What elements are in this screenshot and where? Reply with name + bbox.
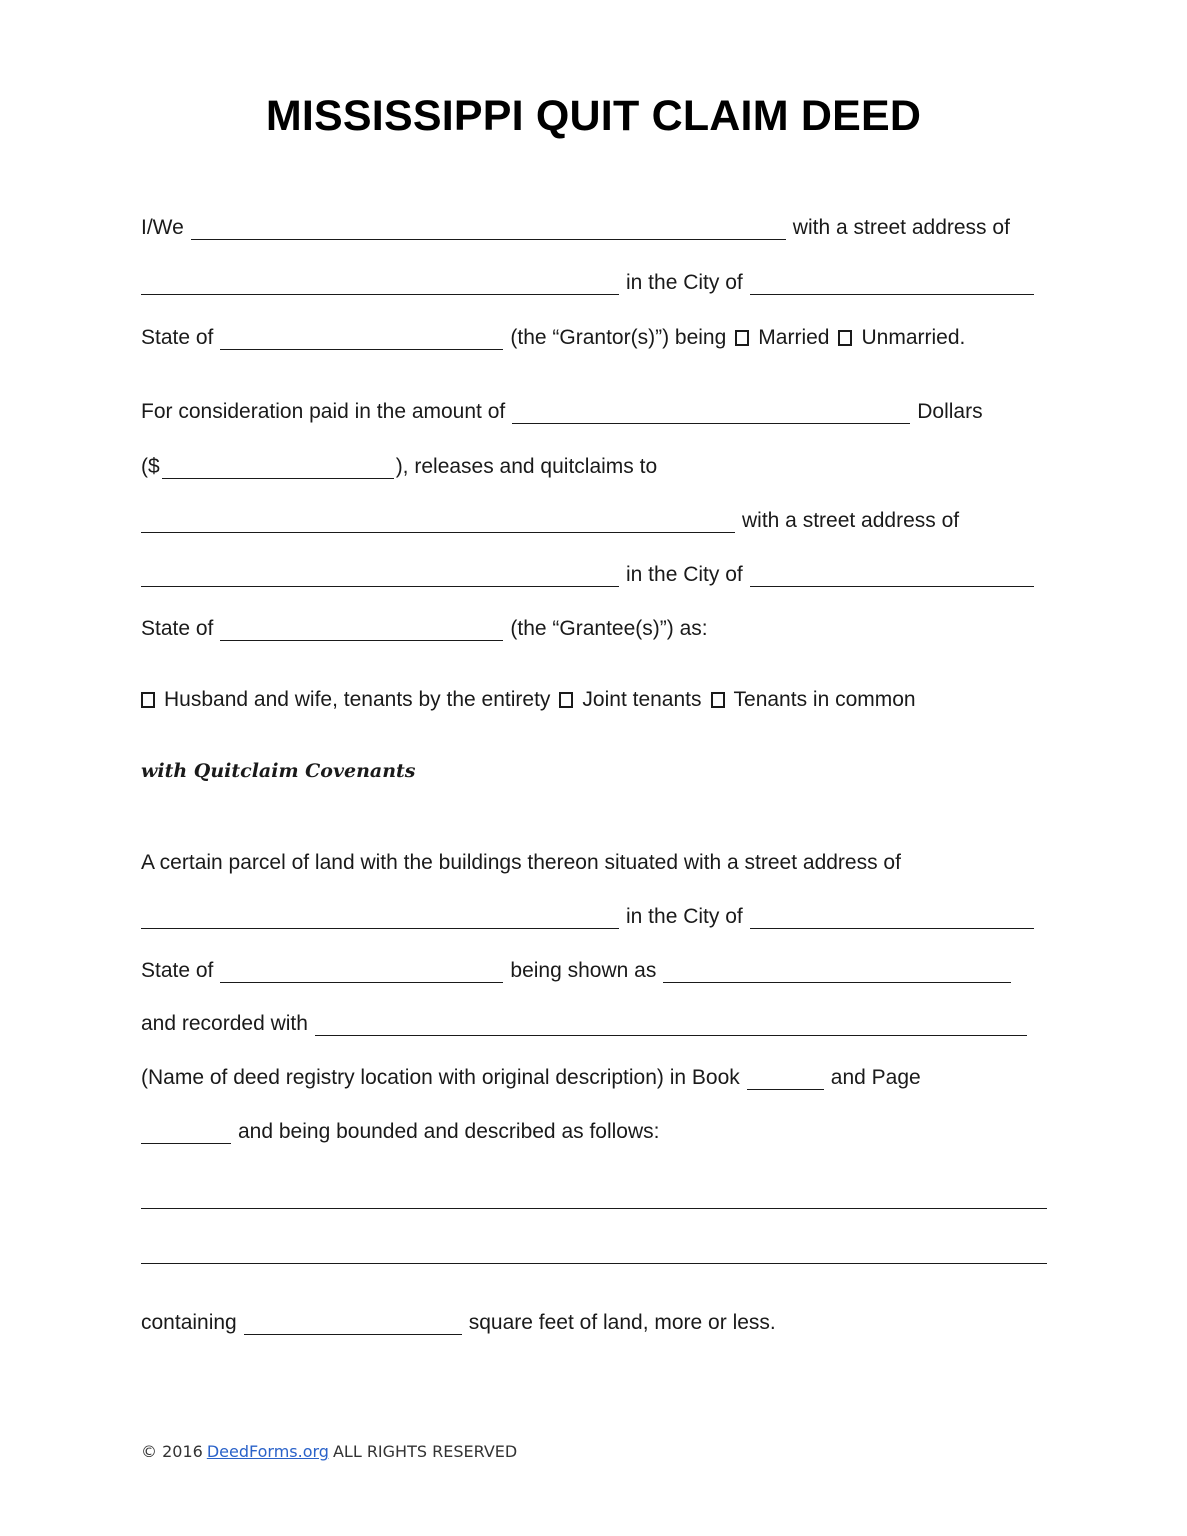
consideration-amount-field[interactable] [162, 454, 394, 479]
grantee-street-label: with a street address of [742, 509, 960, 532]
page-title: MISSISSIPPI QUIT CLAIM DEED [265, 92, 922, 140]
grantee-role-label: (the “Grantee(s)”) as: [510, 617, 708, 640]
grantee-name-field[interactable] [141, 508, 735, 533]
parcel-state-field[interactable] [220, 958, 503, 983]
grantor-address-line [141, 265, 1047, 295]
grantee-street-field[interactable] [141, 562, 619, 587]
grantee-state-field[interactable] [220, 616, 503, 641]
description-field-2[interactable] [141, 1263, 1047, 1264]
registry-note-label: (Name of deed registry location with original description) in Book [141, 1066, 740, 1089]
iwe-label: I/We [141, 216, 184, 239]
registry-line [141, 1060, 1047, 1090]
grantor-state-line [141, 320, 1047, 350]
grantee-city-field[interactable] [750, 562, 1034, 587]
recorded-with-field[interactable] [315, 1011, 1027, 1036]
grantor-role-label: (the “Grantor(s)”) being [510, 326, 727, 349]
joint-tenants-checkbox[interactable] [559, 692, 573, 708]
parcel-street-field[interactable] [141, 904, 619, 929]
footer [141, 1442, 517, 1461]
parcel-intro-text: A certain parcel of land with the buildings thereon situated with a street address of [141, 851, 901, 874]
copyright-text: © 2016 [141, 1442, 203, 1461]
square-feet-label: square feet of land, more or less. [468, 1311, 776, 1334]
consideration-line [141, 394, 1047, 424]
dollar-open-label: ($ [141, 455, 160, 478]
unmarried-checkbox[interactable] [838, 330, 852, 346]
grantee-city-label: in the City of [626, 563, 743, 586]
parcel-city-field[interactable] [750, 904, 1034, 929]
tenancy-options-line [141, 682, 1047, 712]
state-label: State of [141, 326, 214, 349]
grantee-address-line [141, 557, 1047, 587]
page-bounded-line [141, 1114, 1047, 1144]
recorded-with-label: and recorded with [141, 1012, 308, 1035]
releases-label: ), releases and quitclaims to [395, 455, 658, 478]
covenants-heading: with Quitclaim Covenants [141, 760, 416, 782]
shown-as-label: being shown as [510, 959, 657, 982]
description-field-1[interactable] [141, 1208, 1047, 1209]
parcel-state-label: State of [141, 959, 214, 982]
grantor-street-field[interactable] [141, 270, 619, 295]
and-page-label: and Page [830, 1066, 921, 1089]
grantee-name-line [141, 503, 1047, 533]
consideration-label: For consideration paid in the amount of [141, 400, 506, 423]
recorded-with-line [141, 1006, 1047, 1036]
containing-label: containing [141, 1311, 237, 1334]
tenants-common-label: Tenants in common [733, 688, 916, 711]
unmarried-label: Unmarried. [861, 326, 966, 349]
parcel-state-line [141, 953, 1047, 983]
grantee-state-label: State of [141, 617, 214, 640]
page-field[interactable] [141, 1119, 231, 1144]
grantee-state-line [141, 611, 1047, 641]
joint-tenants-label: Joint tenants [582, 688, 702, 711]
grantor-city-field[interactable] [750, 270, 1034, 295]
city-label: in the City of [626, 271, 743, 294]
shown-as-field[interactable] [663, 958, 1011, 983]
husband-wife-label: Husband and wife, tenants by the entirety [164, 688, 551, 711]
husband-wife-checkbox[interactable] [141, 692, 155, 708]
square-feet-field[interactable] [244, 1310, 462, 1335]
grantor-name-field[interactable] [191, 215, 786, 240]
containing-line [141, 1305, 1047, 1335]
consideration-amount-line [141, 449, 1047, 479]
book-field[interactable] [747, 1065, 824, 1090]
grantor-name-line [141, 210, 1047, 240]
tenants-common-checkbox[interactable] [711, 692, 725, 708]
street-address-label: with a street address of [792, 216, 1010, 239]
rights-text: ALL RIGHTS RESERVED [332, 1442, 518, 1461]
deedforms-link[interactable]: DeedForms.org [206, 1442, 329, 1461]
bounded-label: and being bounded and described as follows: [238, 1120, 660, 1143]
consideration-words-field[interactable] [512, 399, 910, 424]
parcel-address-line [141, 899, 1047, 929]
parcel-city-label: in the City of [626, 905, 743, 928]
dollars-label: Dollars [917, 400, 983, 423]
parcel-intro-line [141, 845, 1047, 875]
grantor-state-field[interactable] [220, 325, 503, 350]
married-checkbox[interactable] [735, 330, 749, 346]
married-label: Married [758, 326, 830, 349]
